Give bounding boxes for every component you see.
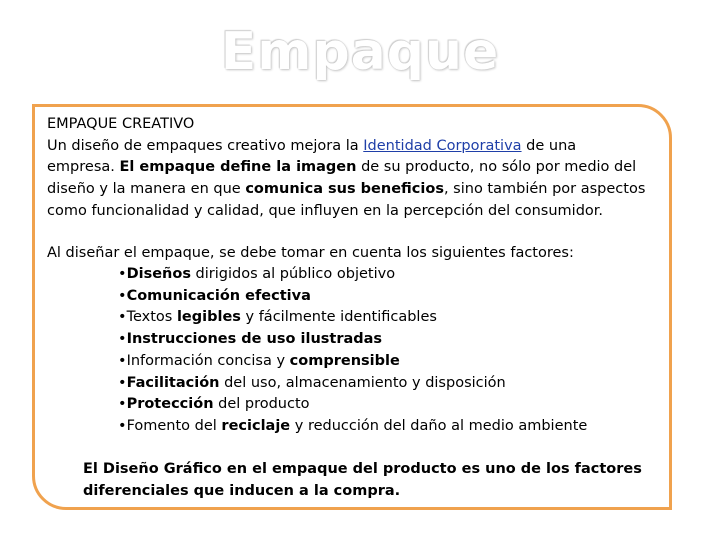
conclusion-line-2: diferenciales que inducen a la compra.	[83, 482, 401, 499]
factor-item: • Fomento del reciclaje y reducción del daño al medio ambiente	[118, 416, 587, 438]
conclusion-line-1: El Diseño Gráfico en el empaque del producto es uno de los factores	[83, 461, 642, 477]
conclusion	[83, 459, 642, 502]
identidad-corporativa-link[interactable]: Identidad Corporativa	[363, 137, 522, 154]
factor-item: • Información concisa y comprensible	[118, 351, 587, 373]
factor-item: • Protección del producto	[118, 394, 587, 416]
bold-comunica: comunica sus beneficios	[245, 181, 444, 198]
factors-list	[118, 264, 587, 438]
bold-empaque-define: El empaque define la imagen	[119, 159, 357, 176]
intro-paragraph	[47, 114, 645, 223]
factors-intro: Al diseñar el empaque, se debe tomar en cuenta los siguientes factores:	[47, 245, 574, 261]
slide-title: Empaque	[220, 22, 500, 82]
intro-line-2: empresa. El empaque define la imagen de su producto, no sólo por medio del	[47, 159, 637, 176]
intro-line-3: diseño y la manera en que comunica sus beneficios, sino también por aspectos	[47, 181, 646, 198]
intro-heading: EMPAQUE CREATIVO	[47, 116, 195, 132]
intro-line-4: como funcionalidad y calidad, que influyen en la percepción del consumidor.	[47, 202, 604, 219]
factor-item: • Instrucciones de uso ilustradas	[118, 329, 587, 351]
intro-line-1: Un diseño de empaques creativo mejora la Identidad Corporativa de una	[47, 137, 577, 154]
factor-item: • Comunicación efectiva	[118, 286, 587, 308]
factor-item: • Textos legibles y fácilmente identificables	[118, 307, 587, 329]
factor-item: • Diseños dirigidos al público objetivo	[118, 264, 587, 286]
factor-item: • Facilitación del uso, almacenamiento y disposición	[118, 373, 587, 395]
